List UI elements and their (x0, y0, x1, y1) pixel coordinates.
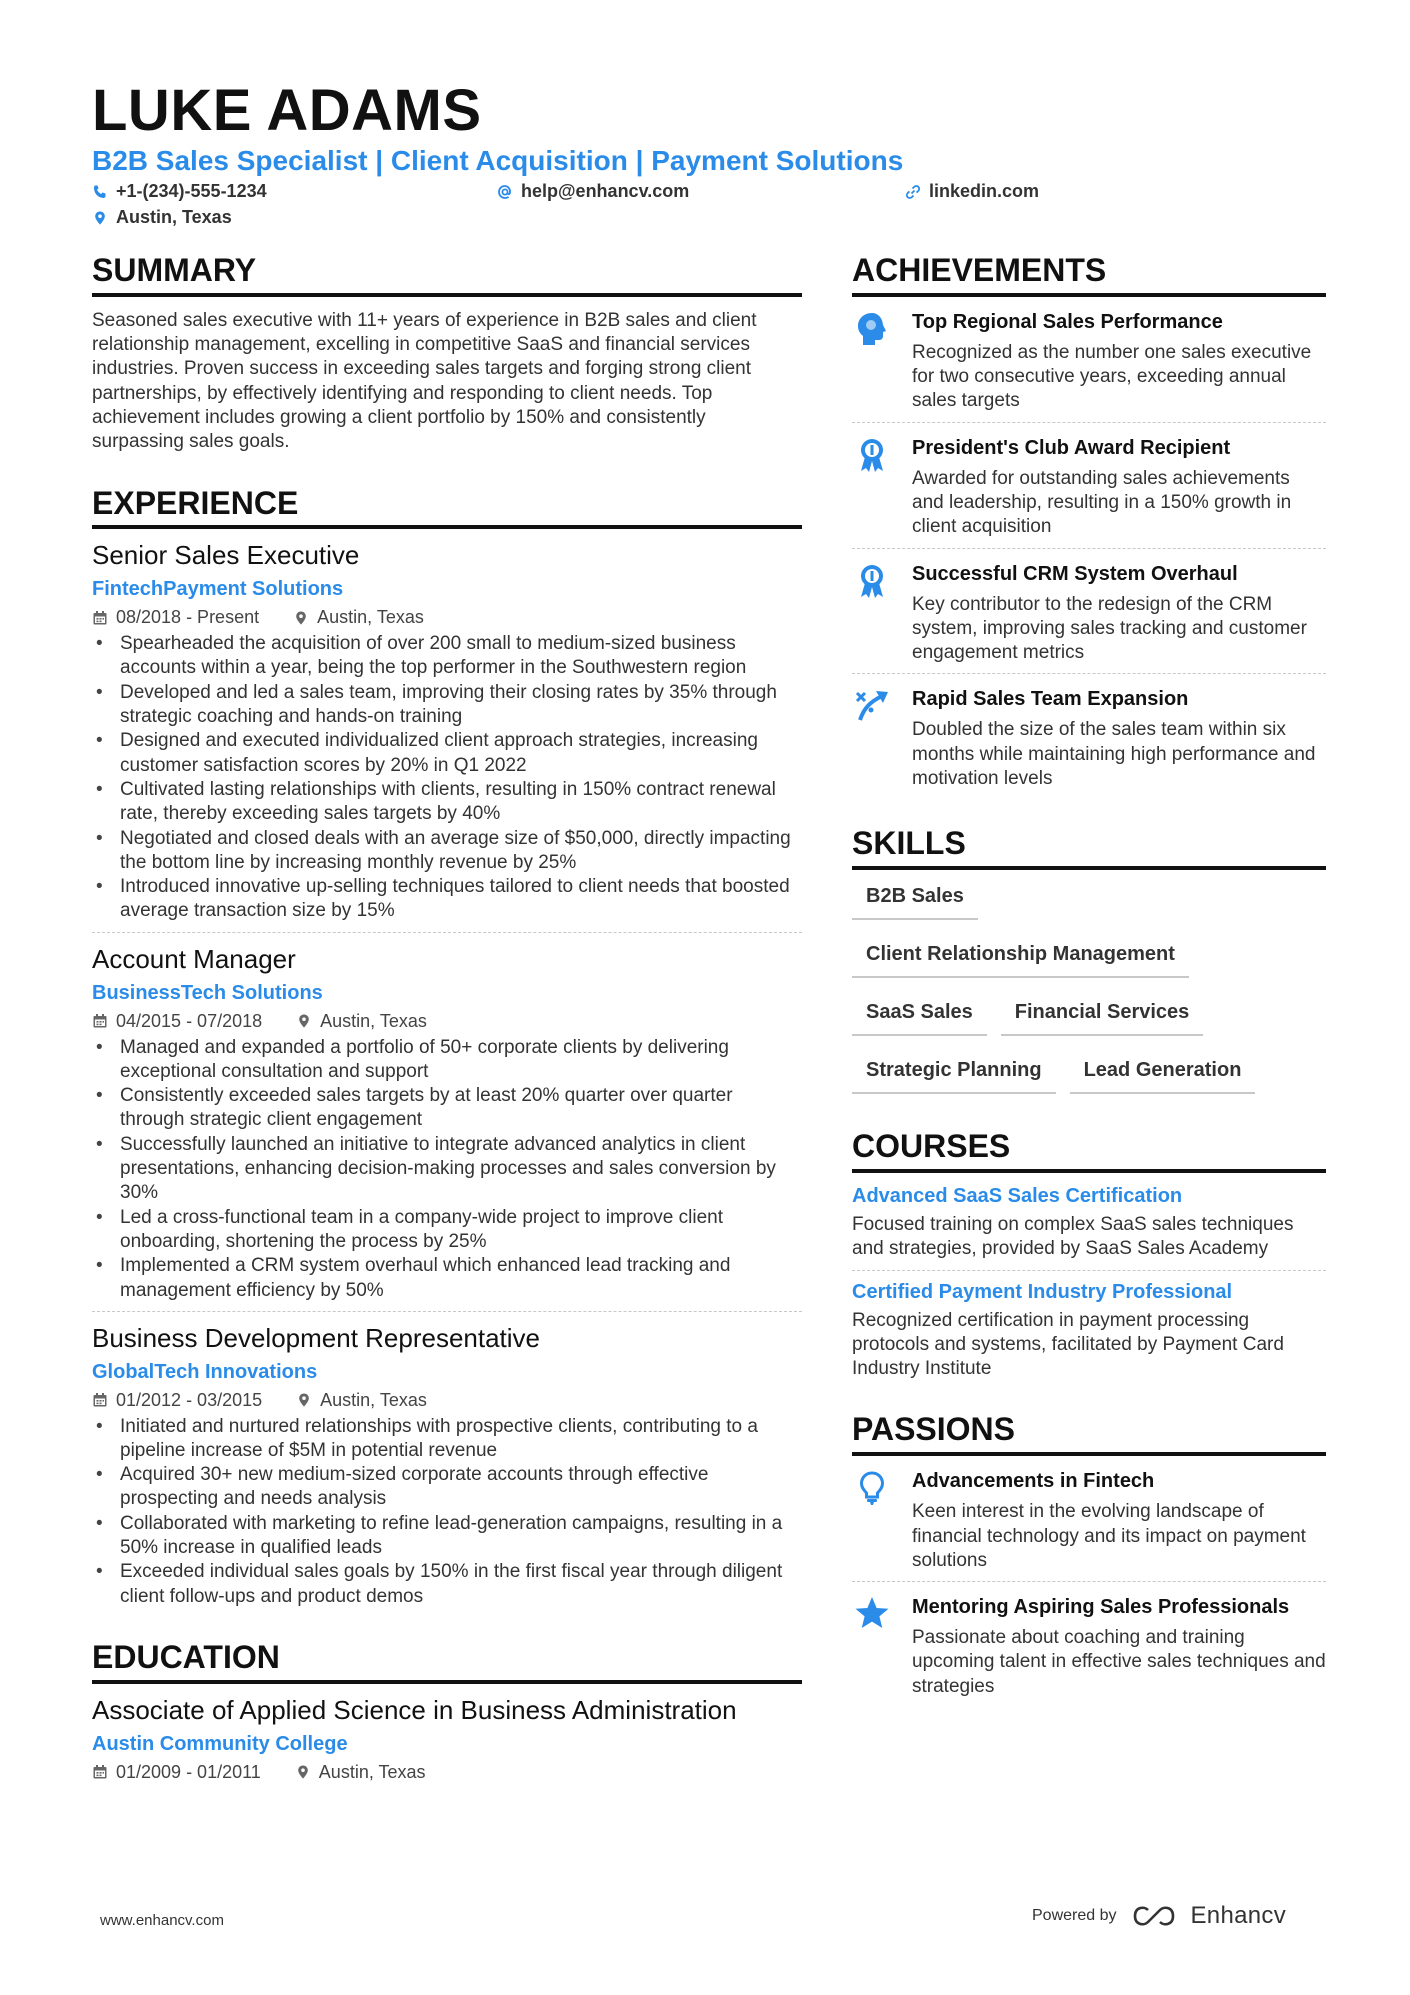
company-name: FintechPayment Solutions (92, 578, 344, 601)
achievement-item (852, 549, 1326, 674)
passion-item (852, 1456, 1326, 1581)
calendar-icon (92, 1013, 108, 1029)
location-pin-icon (296, 1013, 312, 1029)
bullet-item: • Cultivated lasting relationships with clients, resulting in 150% contract renewal rate, thereby exceeding sales targets by 40% (92, 778, 802, 827)
bullet-item: • Collaborated with marketing to refine lead-generation campaigns, resulting in a 50% increase in qualified leads (92, 1512, 802, 1561)
bullet-item: • Introduced innovative up-selling techniques tailored to client needs that boosted average transaction size by 15% (92, 875, 802, 924)
right-column (852, 252, 1326, 1707)
bullet-item: • Acquired 30+ new medium-sized corporate accounts through effective prospecting and needs analysis (92, 1463, 802, 1512)
course-desc: Recognized certification in payment processing protocols and systems, facilitated by Payment Card Industry Institute (852, 1309, 1284, 1380)
divider (852, 1270, 1326, 1271)
summary-text: Seasoned sales executive with 11+ years of experience in B2B sales and client relationship management, excelling in competitive SaaS and financial services industries. Proven success in exceeding sales targets and forging strong client partnerships, by effectively identifying and responding to client needs. Top achievement includes growing a client portfolio by 150% and consistently surpassing sales goals. (92, 309, 757, 453)
bullet-item: • Consistently exceeded sales targets by at least 20% quarter over quarter through strategic client engagement (92, 1084, 802, 1133)
job-entry (92, 1322, 802, 1609)
bullet-item: • Initiated and nurtured relationships with prospective clients, contributing to a pipeline increase of $5M in potential revenue (92, 1415, 802, 1464)
growth-arrow-icon (854, 688, 890, 722)
skills-list (852, 884, 1326, 1094)
location-pin-icon (92, 210, 108, 226)
bullet-item: • Developed and led a sales team, improving their closing rates by 35% through strategic coaching and hands-on training (92, 681, 802, 730)
bullet-item: • Successfully launched an initiative to integrate advanced analytics in client presentations, enhancing decision-making processes and sales conversion by 30% (92, 1133, 802, 1206)
education-heading: EDUCATION (92, 1639, 802, 1684)
job-title: Senior Sales Executive (92, 540, 360, 571)
achievement-title: Rapid Sales Team Expansion (912, 688, 1189, 711)
passion-title: Advancements in Fintech (912, 1470, 1155, 1493)
skill-chip: Financial Services (1001, 1000, 1204, 1036)
calendar-icon (92, 610, 108, 626)
achievement-desc: Awarded for outstanding sales achievements and leadership, resulting in a 150% growth in client acquisition (912, 467, 1292, 538)
passion-item (852, 1582, 1326, 1707)
education-dates: 01/2009 - 01/2011 (116, 1761, 261, 1782)
contact-email[interactable] (497, 181, 689, 202)
divider (92, 1311, 802, 1312)
company-name: GlobalTech Innovations (92, 1360, 318, 1383)
job-meta (92, 1390, 802, 1411)
email-text: help@enhancv.com (521, 181, 690, 201)
course-desc: Focused training on complex SaaS sales techniques and strategies, provided by SaaS Sales Academy (852, 1213, 1294, 1260)
passion-desc: Passionate about coaching and training upcoming talent in effective sales techniques and strategies (912, 1627, 1326, 1697)
achievement-desc: Recognized as the number one sales executive for two consecutive years, exceeding annual sales targets (912, 341, 1312, 412)
location-pin-icon (293, 610, 309, 626)
job-dates: 04/2015 - 07/2018 (116, 1010, 263, 1031)
job-location: Austin, Texas (320, 1389, 427, 1410)
courses-heading: COURSES (852, 1128, 1326, 1173)
job-title: Business Development Representative (92, 1322, 541, 1353)
job-meta (92, 607, 802, 628)
passions-heading: PASSIONS (852, 1411, 1326, 1456)
course-title: Advanced SaaS Sales Certification (852, 1184, 1183, 1207)
summary-heading: SUMMARY (92, 252, 802, 297)
education-meta (92, 1762, 802, 1783)
job-entry (92, 943, 802, 1312)
skill-chip: B2B Sales (852, 884, 978, 920)
achievement-title: Successful CRM System Overhaul (912, 562, 1238, 585)
phone-text: +1-(234)-555-1234 (116, 181, 267, 201)
enhancv-logo-icon (1131, 1904, 1177, 1928)
company-name: BusinessTech Solutions (92, 981, 323, 1004)
candidate-name: LUKE ADAMS (92, 78, 482, 143)
powered-by-label: Powered by (1032, 1907, 1117, 1924)
location-pin-icon (296, 1392, 312, 1408)
job-meta (92, 1011, 802, 1032)
calendar-icon (92, 1764, 108, 1780)
footer-branding[interactable] (1032, 1902, 1286, 1930)
location-pin-icon (295, 1764, 311, 1780)
achievement-item (852, 423, 1326, 548)
bullet-item: • Designed and executed individualized client approach strategies, increasing customer satisfaction scores by 20% in Q1 2022 (92, 729, 802, 778)
job-location: Austin, Texas (320, 1010, 427, 1031)
achievement-desc: Doubled the size of the sales team within six months while maintaining high performance and motivation levels (912, 719, 1316, 790)
location-text: Austin, Texas (116, 207, 232, 227)
job-title: Account Manager (92, 943, 296, 974)
head-icon (855, 311, 889, 347)
skill-chip: SaaS Sales (852, 1000, 987, 1036)
left-column (92, 252, 802, 1783)
school-name: Austin Community College (92, 1732, 348, 1755)
headline: B2B Sales Specialist | Client Acquisition | Payment Solutions (92, 145, 904, 176)
achievement-item (852, 674, 1326, 799)
skill-chip: Client Relationship Management (852, 942, 1189, 978)
linkedin-text: linkedin.com (929, 181, 1040, 201)
contact-location (92, 207, 232, 228)
job-bullets (92, 632, 802, 924)
bullet-item: • Implemented a CRM system overhaul which enhanced lead tracking and management efficiency by 50% (92, 1254, 802, 1303)
course-title: Certified Payment Industry Professional (852, 1280, 1233, 1303)
education-entry (92, 1694, 802, 1783)
achievement-item (852, 297, 1326, 422)
link-icon (905, 184, 921, 200)
achievement-title: President's Club Award Recipient (912, 436, 1231, 459)
brand-name: Enhancv (1190, 1902, 1286, 1929)
award-ribbon-icon (856, 437, 888, 473)
skill-chip: Lead Generation (1070, 1058, 1256, 1094)
bullet-item: • Exceeded individual sales goals by 150% in the first fiscal year through diligent client follow-ups and product demos (92, 1560, 802, 1609)
job-dates: 01/2012 - 03/2015 (116, 1389, 263, 1410)
achievements-heading: ACHIEVEMENTS (852, 252, 1326, 297)
education-location: Austin, Texas (318, 1761, 426, 1782)
at-sign-icon (497, 184, 513, 200)
phone-icon (92, 184, 108, 200)
skill-chip: Strategic Planning (852, 1058, 1056, 1094)
skills-heading: SKILLS (852, 825, 1326, 870)
contact-phone[interactable] (92, 181, 267, 202)
job-bullets (92, 1036, 802, 1303)
achievement-title: Top Regional Sales Performance (912, 310, 1223, 333)
award-ribbon-icon (856, 563, 888, 599)
bullet-item: • Managed and expanded a portfolio of 50+ corporate clients by delivering exceptional consultation and support (92, 1036, 802, 1085)
star-icon (854, 1596, 890, 1630)
divider (92, 932, 802, 933)
passion-title: Mentoring Aspiring Sales Professionals (912, 1596, 1290, 1619)
lightbulb-icon (858, 1470, 886, 1506)
job-bullets (92, 1415, 802, 1609)
calendar-icon (92, 1392, 108, 1408)
job-entry (92, 539, 802, 932)
job-dates: 08/2018 - Present (116, 607, 260, 628)
bullet-item: • Led a cross-functional team in a company-wide project to improve client onboarding, shortening the process by 25% (92, 1206, 802, 1255)
bullet-item: • Spearheaded the acquisition of over 200 small to medium-sized business accounts within a year, being the top performer in the Southwestern region (92, 632, 802, 681)
experience-heading: EXPERIENCE (92, 485, 802, 530)
achievement-desc: Key contributor to the redesign of the CRM system, improving sales tracking and customer engagement metrics (912, 593, 1307, 664)
footer-website[interactable]: www.enhancv.com (100, 1912, 224, 1929)
bullet-item: • Negotiated and closed deals with an average size of $50,000, directly impacting the bottom line by increasing monthly revenue by 25% (92, 827, 802, 876)
job-location: Austin, Texas (317, 607, 424, 628)
degree-title: Associate of Applied Science in Business Administration (92, 1694, 737, 1725)
course-item (852, 1183, 1326, 1262)
contact-linkedin[interactable] (905, 181, 1039, 202)
course-item (852, 1279, 1326, 1382)
passion-desc: Keen interest in the evolving landscape of financial technology and its impact on payment solutions (912, 1501, 1306, 1571)
